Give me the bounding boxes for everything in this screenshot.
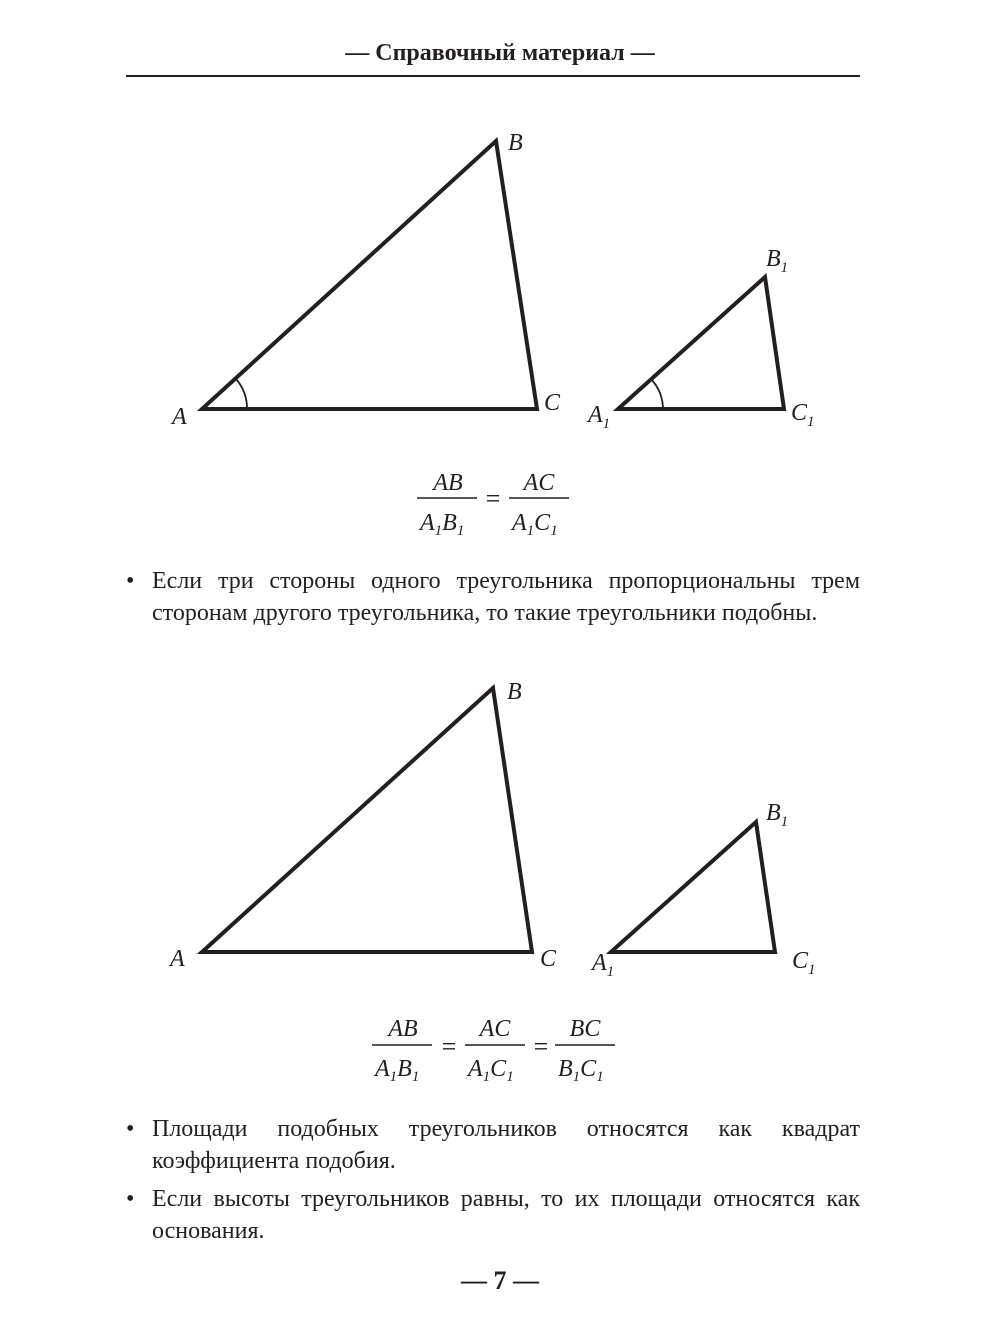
bullet-text-2: Площади подобных треугольников относятся как квадрат коэффициента подобия. [152, 1116, 860, 1174]
fraction1-denominator: $A_1B_1$ [420, 510, 465, 539]
vertex-label-a: A [172, 404, 187, 430]
vertex-label-c1-2: $C_1$ [792, 948, 816, 978]
vertex-label-a1-2: $A_1$ [592, 950, 615, 980]
formula-ratio-three [0, 1005, 1000, 1090]
vertex-label-c-2: C [540, 946, 557, 972]
running-title: — Справочный материал — [345, 40, 655, 66]
triangle-abc [202, 141, 537, 409]
formula-ratio-two [0, 460, 1000, 540]
fraction2-denominator-2: $A_1C_1$ [468, 1056, 514, 1085]
triangle-a1b1c1-2 [611, 822, 775, 952]
bullet-text: Если три стороны одного треугольника пропорциональны трем сторонам другого треугольника, то такие треугольники подобны. [152, 568, 860, 626]
bullet-sss-similarity [126, 565, 860, 629]
triangle-abc-2 [202, 688, 532, 952]
vertex-label-a-2: A [170, 946, 185, 972]
vertex-label-b1-2: $B_1$ [766, 800, 789, 830]
equals-sign: = [485, 484, 501, 513]
bullet-text-3: Если высоты треугольников равны, то их площади относятся как основания. [152, 1186, 860, 1244]
fraction3-numerator: BC [569, 1016, 601, 1042]
vertex-label-b1: $B_1$ [766, 246, 789, 276]
equals-sign-1: = [441, 1032, 457, 1061]
vertex-label-c1: $C_1$ [791, 400, 815, 430]
fraction1-numerator: AB [433, 470, 463, 496]
vertex-label-a1: $A_1$ [588, 402, 611, 432]
vertex-label-b: B [508, 130, 523, 156]
bullet-area-ratio [126, 1113, 860, 1177]
triangle-a1b1c1 [618, 277, 784, 409]
bullet-marker-3: • [126, 1186, 135, 1212]
page-number: — 7 — [461, 1266, 539, 1295]
fraction1-denominator-2: $A_1B_1$ [375, 1056, 420, 1085]
angle-mark-a1 [651, 379, 663, 409]
header-rule [126, 75, 860, 77]
bullet-marker: • [126, 568, 135, 594]
vertex-label-c: C [544, 390, 561, 416]
bullet-equal-heights [126, 1183, 860, 1247]
vertex-label-b-2: B [507, 679, 522, 705]
fraction2-numerator-2: AC [479, 1016, 511, 1042]
fraction2-numerator: AC [523, 470, 555, 496]
figure-similar-triangles-angle [0, 120, 1000, 440]
bullet-marker-2: • [126, 1116, 135, 1142]
figure-similar-triangles-sides [0, 670, 1000, 990]
equals-sign-2: = [533, 1032, 549, 1061]
fraction3-denominator: $B_1C_1$ [558, 1056, 604, 1085]
fraction1-numerator-2: AB [388, 1016, 418, 1042]
fraction2-denominator: $A_1C_1$ [512, 510, 558, 539]
angle-mark-a [236, 379, 247, 409]
